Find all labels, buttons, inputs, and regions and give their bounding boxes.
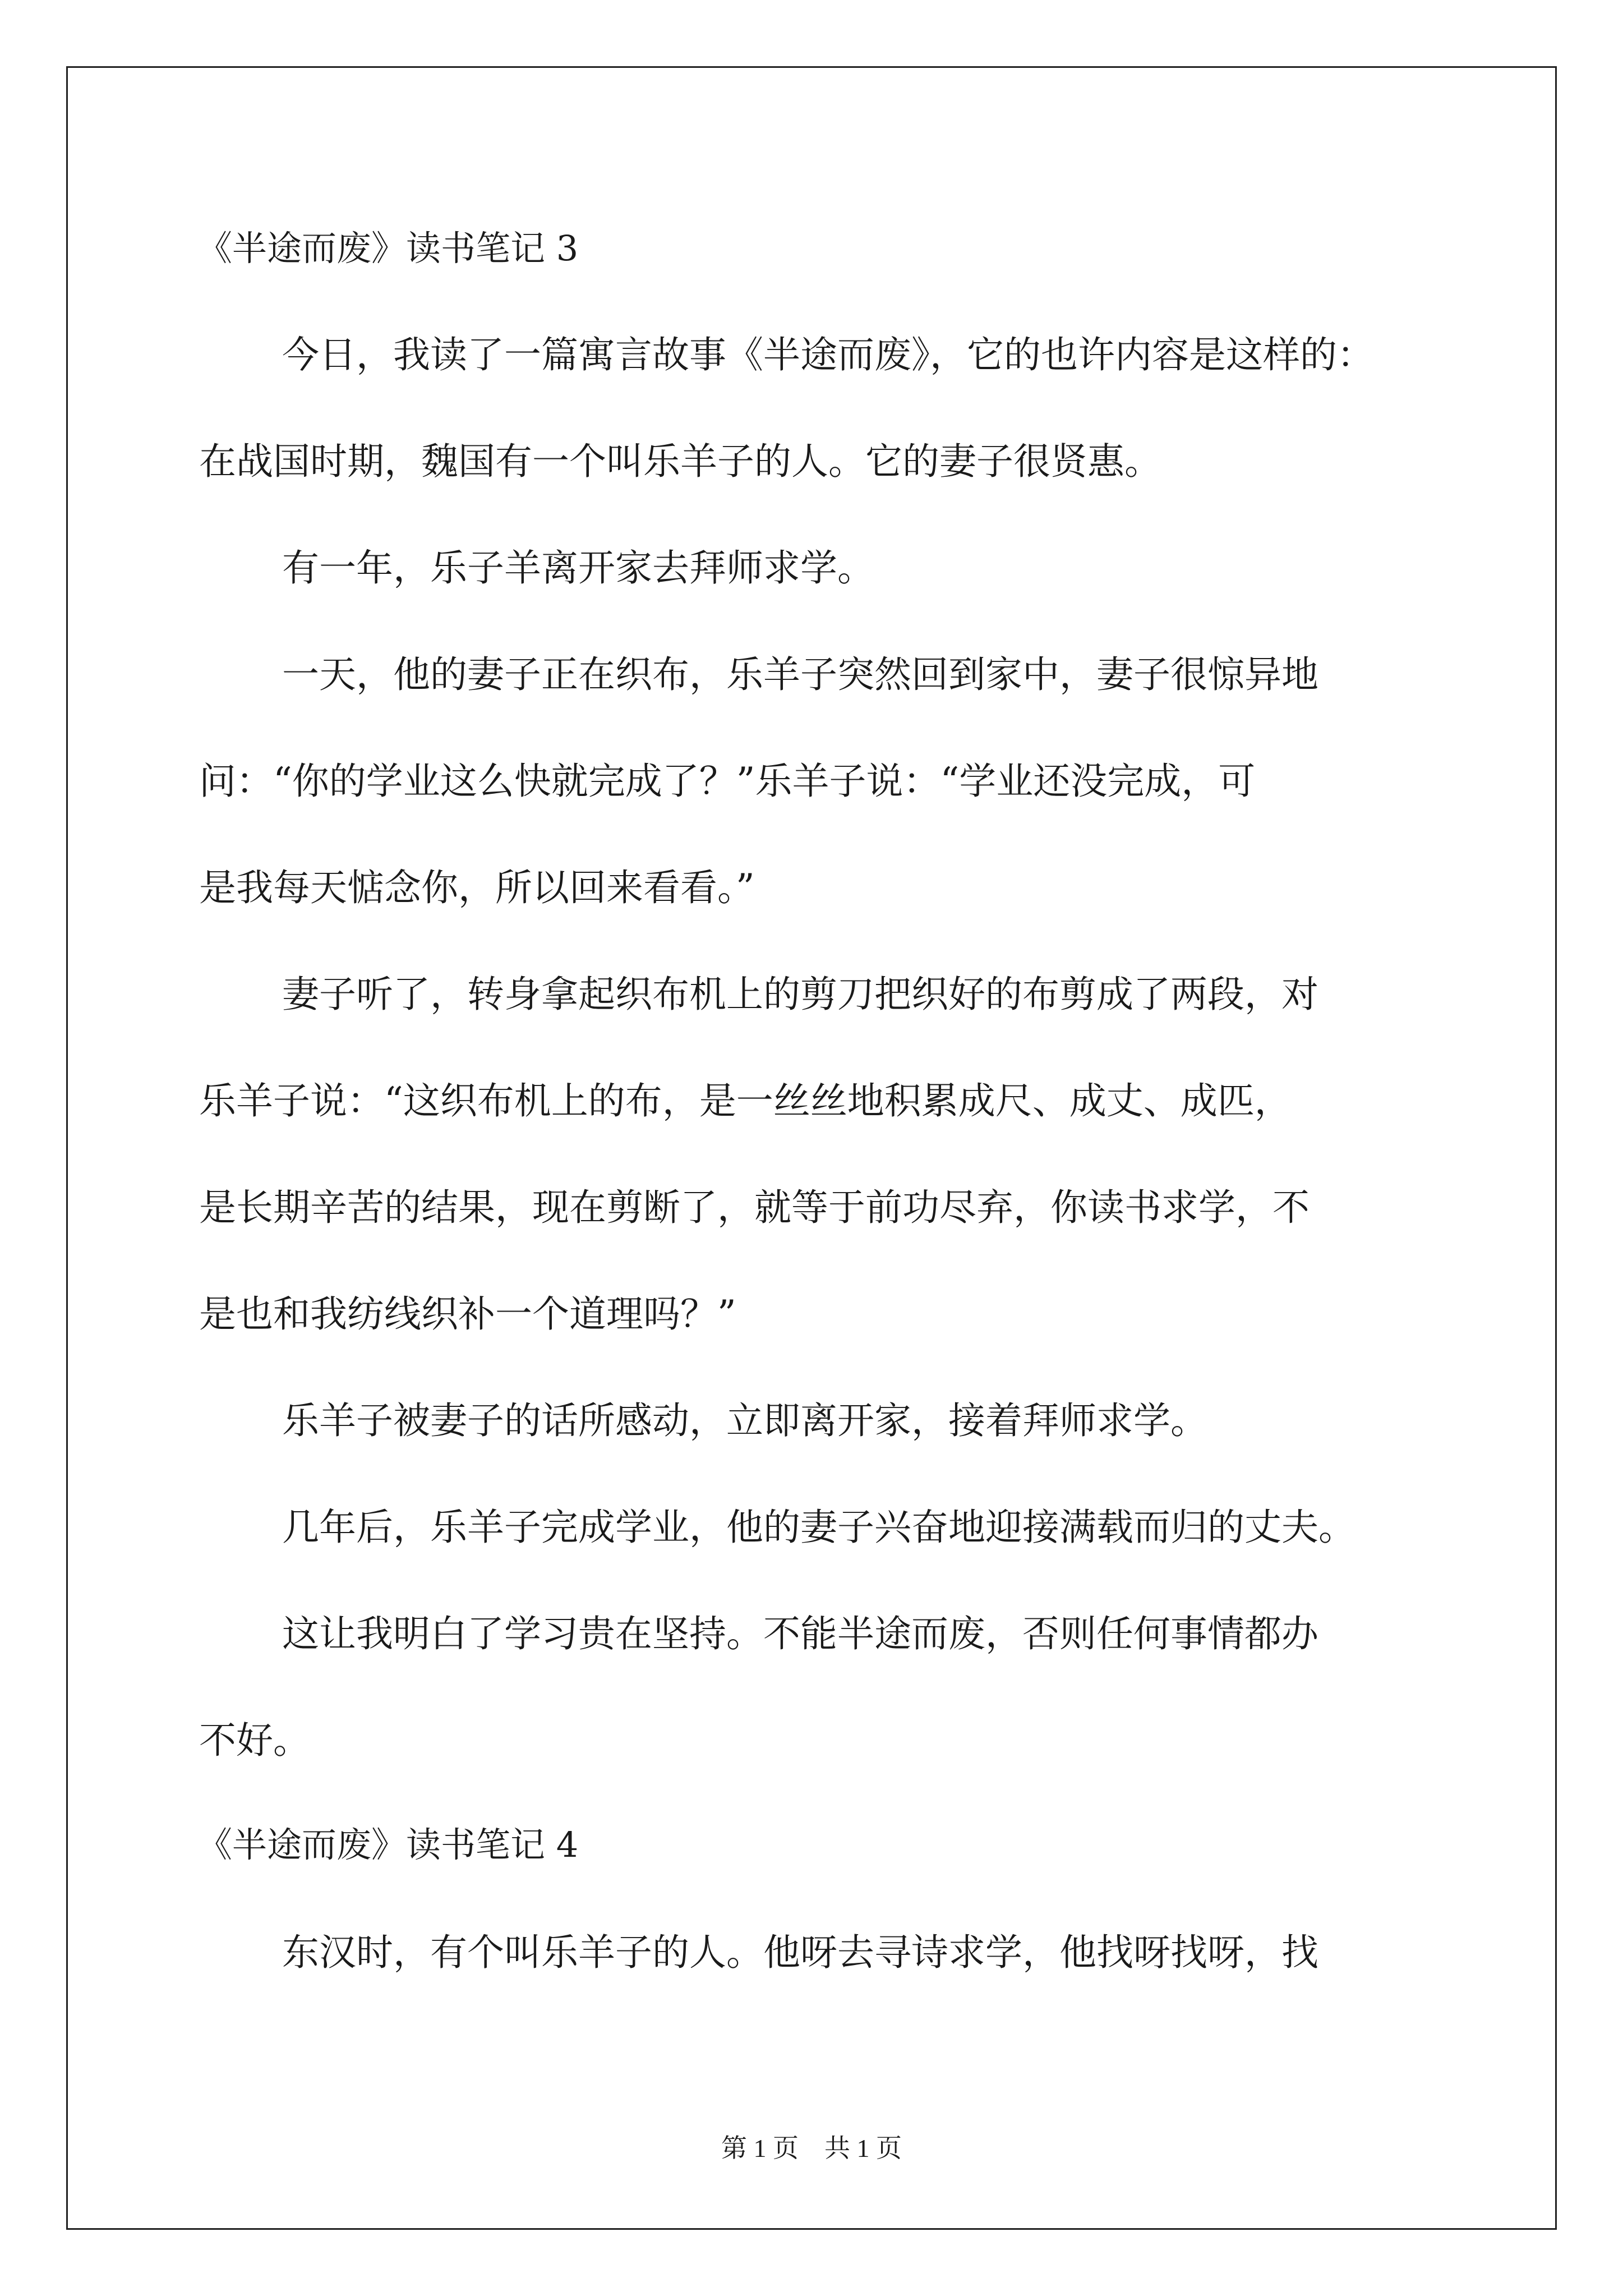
paragraph-line: 妻子听了，转身拿起织布机上的剪刀把织好的布剪成了两段，对 bbox=[282, 973, 1318, 1016]
paragraph-line: 在战国时期，魏国有一个叫乐羊子的人。它的妻子很贤惠。 bbox=[199, 440, 1161, 483]
paragraph-line: 是也和我纺线织补一个道理吗？” bbox=[199, 1292, 736, 1336]
page-border bbox=[66, 66, 1557, 2230]
paragraph-line: 不好。 bbox=[199, 1719, 310, 1762]
page-footer: 第 1 页 共 1 页 bbox=[721, 2134, 902, 2162]
paragraph-line: 一天，他的妻子正在织布，乐羊子突然回到家中，妻子很惊异地 bbox=[282, 653, 1318, 696]
paragraph-line: 问：“你的学业这么快就完成了？”乐羊子说：“学业还没完成，可 bbox=[199, 760, 1256, 803]
paragraph-line: 这让我明白了学习贵在坚持。不能半途而废，否则任何事情都办 bbox=[282, 1612, 1318, 1655]
paragraph-line: 乐羊子被妻子的话所感动，立即离开家，接着拜师求学。 bbox=[282, 1399, 1207, 1442]
section-heading-4: 《半途而废》读书笔记 4 bbox=[197, 1824, 579, 1865]
paragraph-line: 有一年，乐子羊离开家去拜师求学。 bbox=[282, 546, 874, 590]
paragraph-line: 是我每天惦念你，所以回来看看。” bbox=[199, 866, 755, 909]
section-heading-3: 《半途而废》读书笔记 3 bbox=[197, 228, 579, 269]
paragraph-line: 是长期辛苦的结果，现在剪断了，就等于前功尽弃，你读书求学，不 bbox=[199, 1186, 1310, 1229]
paragraph-line: 东汉时，有个叫乐羊子的人。他呀去寻诗求学，他找呀找呀，找 bbox=[282, 1931, 1318, 1974]
paragraph-line: 今日，我读了一篇寓言故事《半途而废》，它的也许内容是这样的： bbox=[282, 333, 1374, 376]
paragraph-line: 乐羊子说：“这织布机上的布，是一丝丝地积累成尺、成丈、成匹， bbox=[199, 1079, 1292, 1122]
paragraph-line: 几年后，乐羊子完成学业，他的妻子兴奋地迎接满载而归的丈夫。 bbox=[282, 1506, 1355, 1549]
